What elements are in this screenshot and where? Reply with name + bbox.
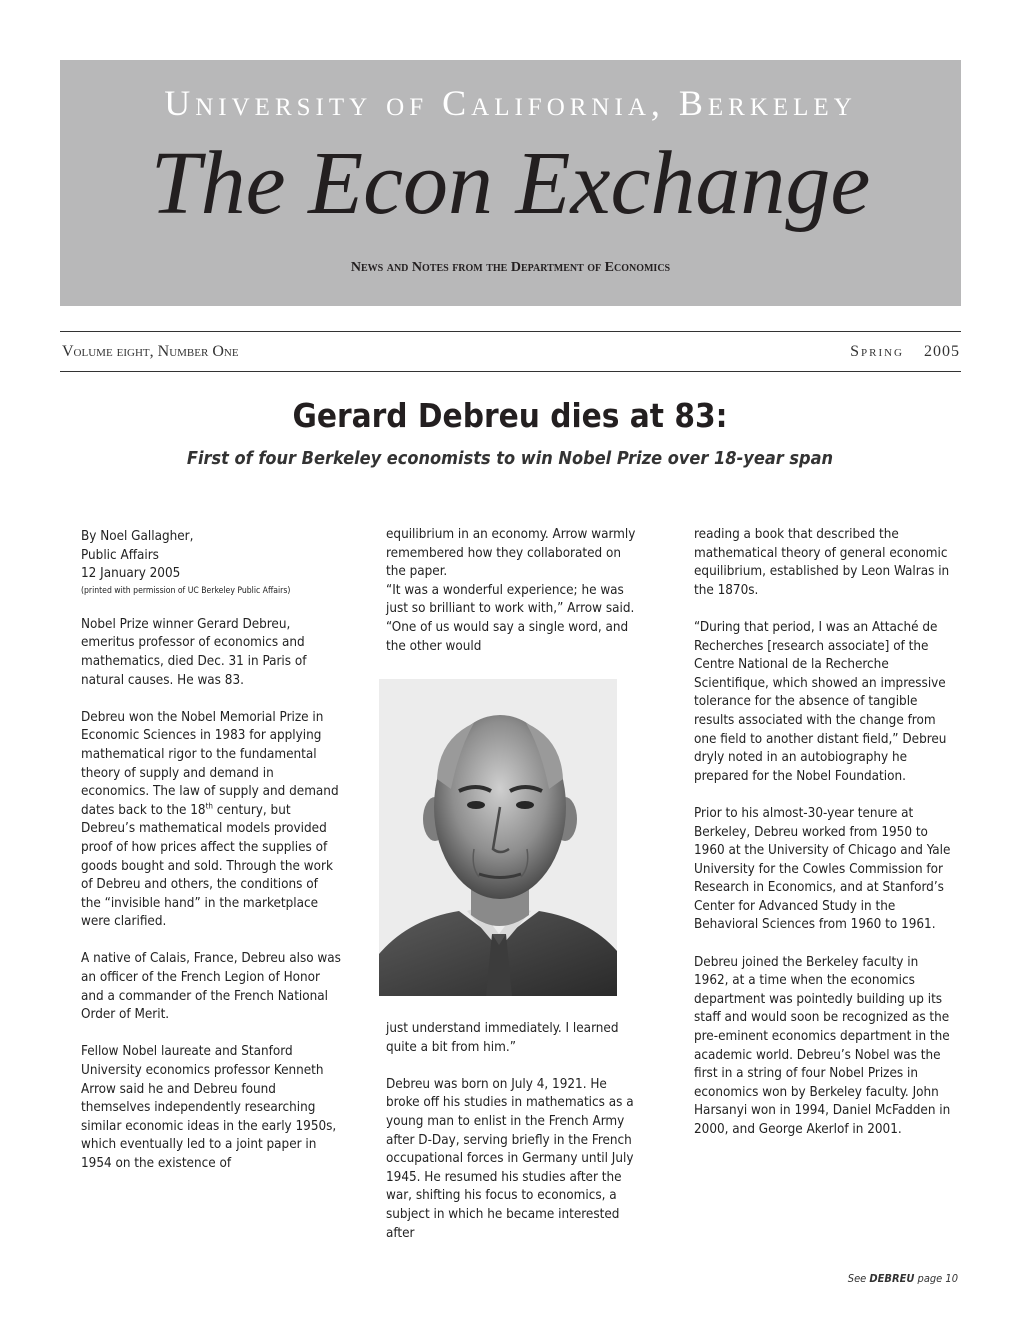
paragraph: Fellow Nobel laureate and Stanford University economics professor Kenneth Arrow said he and Debreu found themselves independently researching similar economic ideas in the early 1950s, which eventually led to a joint paper in 1954 on the existence of — [81, 1044, 337, 1171]
paragraph: just understand immediately. I learned quite a bit from him.” — [386, 1021, 619, 1055]
paragraph: “During that period, I was an Attaché de Recherches [research associate] of the Centre National de la Recherche Scientifique, which showed an impressive tolerance for the absence of tangible results associated with the change from one field to another distant field,” Debreu dryly noted in an autobiography he prepared for the Nobel Foundation. — [694, 619, 947, 784]
paragraph: Nobel Prize winner Gerard Debreu, emeritus professor of economics and mathematics, died Dec. 31 in Paris of natural causes. He was 83. — [81, 616, 307, 688]
paragraph: Debreu was born on July 4, 1921. He broke off his studies in mathematics as a young man to enlist in the French Army after D-Day, serving briefly in the French occupational forces in Germany until July 1945. He resumed his studies after the war, shifting his focus to economics, a subject in which he became interested after — [386, 1076, 634, 1241]
permission-note: (printed with permission of UC Berkeley Public Affairs) — [81, 585, 291, 596]
paragraph: Debreu won the Nobel Memorial Prize in Economic Sciences in 1983 for applying mathematical rigor to the fundamental theory of supply and demand in economics. The law of supply and demand dates back to the 18th century, but Debreu’s mathematical models provided proof of how prices affect the supplies of goods bought and sold. Through the work of Debreu and others, the conditions of the “invisible hand” in the marketplace were clarified. — [81, 709, 339, 930]
byline-dept: Public Affairs — [81, 547, 159, 563]
article-column-2-continued — [386, 1020, 641, 1262]
paragraph: Debreu joined the Berkeley faculty in 1962, at a time when the economics department was pointedly building up its staff and would soon be recognized as the pre-eminent economics department in the academic world. Debreu’s Nobel was the first in a string of four Nobel Prizes in economics won by Berkeley faculty. John Harsanyi won in 1994, Daniel McFadden in 2000, and George Akerlof in 2001. — [694, 954, 951, 1137]
issue-volume: Volume eight, Number One — [62, 343, 239, 360]
portrait-photo — [379, 679, 617, 996]
university-name: University of California, Berkeley — [164, 83, 857, 123]
newsletter-title: The Econ Exchange — [150, 134, 871, 233]
article-column-1 — [81, 528, 341, 1192]
article-headline: Gerard Debreu dies at 83: — [292, 396, 728, 435]
top-rule — [60, 331, 961, 332]
issue-year: 2005 — [924, 343, 960, 360]
byline — [81, 528, 341, 584]
paragraph: equilibrium in an economy. Arrow warmly remembered how they collaborated on the paper. — [386, 527, 636, 580]
issue-date — [850, 343, 960, 361]
bottom-rule — [60, 371, 961, 372]
byline-author: By Noel Gallagher, — [81, 529, 194, 544]
continued-note: See DEBREU page 10 — [847, 1272, 958, 1285]
byline-date: 12 January 2005 — [81, 566, 181, 582]
paragraph: reading a book that described the mathematical theory of general economic equilibrium, established by Leon Walras in the 1870s. — [694, 527, 950, 598]
article-column-2 — [386, 526, 641, 675]
newsletter-subtitle: News and Notes from the Department of Economics — [350, 260, 671, 275]
issue-season: Spring — [850, 343, 904, 360]
article-deck: First of four Berkeley economists to win Nobel Prize over 18-year span — [186, 448, 834, 469]
masthead — [60, 60, 961, 306]
article-column-3 — [694, 526, 956, 1158]
portrait-illustration — [379, 679, 617, 996]
paragraph: Prior to his almost-30-year tenure at Berkeley, Debreu worked from 1950 to 1960 at the University of Chicago and Yale University for the Cowles Commission for Research in Economics, and at Stanford’s Center for Advanced Study in the Behavioral Sciences from 1960 to 1961. — [694, 805, 951, 933]
paragraph: A native of Calais, France, Debreu also was an officer of the French Legion of Honor and a commander of the French National Order of Merit. — [81, 951, 341, 1023]
paragraph: “It was a wonderful experience; he was just so brilliant to work with,” Arrow said. “One of us would say a single word, and the other would — [386, 582, 635, 654]
